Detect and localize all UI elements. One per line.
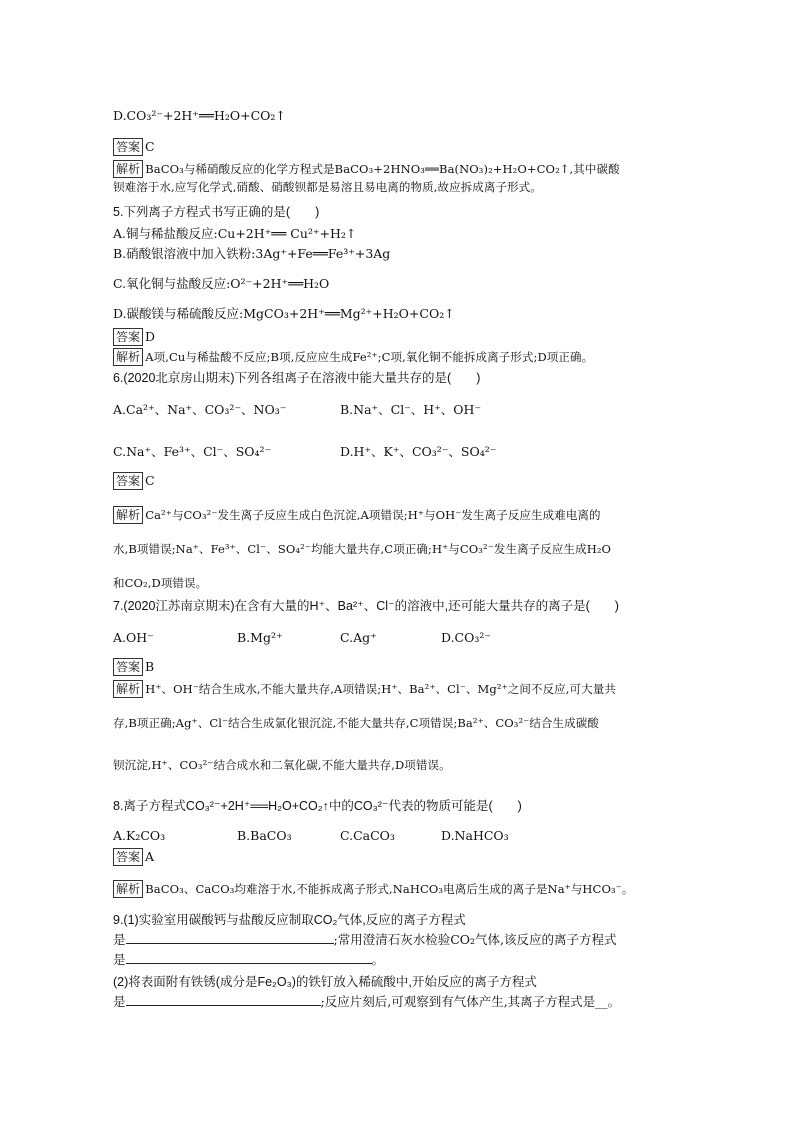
q6-option-d: D.H⁺、K⁺、CO₃²⁻、SO₄²⁻: [340, 444, 497, 459]
q4-answer: 答案 C: [113, 138, 155, 156]
analysis-tag: 解析: [113, 680, 143, 698]
q6-option-b: B.Na⁺、Cl⁻、H⁺、OH⁻: [340, 402, 482, 417]
q7-answer: 答案 B: [113, 658, 154, 676]
q5-analysis: 解析 A项,Cu与稀盐酸不反应;B项,反应应生成Fe²⁺;C项,氧化铜不能拆成离子形式;D项正确。: [113, 348, 593, 366]
answer-blank[interactable]: [126, 932, 334, 944]
q8-option-c: C.CaCO₃: [340, 828, 395, 843]
q8-answer: 答案 A: [113, 848, 154, 866]
q6-analysis: 解析 Ca²⁺与CO₃²⁻发生离子反应生成白色沉淀,A项错误;H⁺与OH⁻发生离子反应生成难电离的: [113, 506, 601, 524]
q5-option-b: B.硝酸银溶液中加入铁粉:3Ag⁺+Fe══Fe³⁺+3Ag: [113, 246, 391, 261]
q9-part1-stem: 9.(1)实验室用碳酸钙与盐酸反应制取CO₂气体,反应的离子方程式: [113, 913, 466, 927]
q6-answer: 答案 C: [113, 472, 155, 490]
q6-analysis-cont1: 水,B项错误;Na⁺、Fe³⁺、Cl⁻、SO₄²⁻均能大量共存,C项正确;H⁺与CO₃²⁻发生离子反应生成H₂O: [113, 542, 612, 556]
q6-analysis-cont2: 和CO₂,D项错误。: [113, 576, 208, 590]
q8-option-d: D.NaHCO₃: [441, 828, 509, 843]
q4-option-d: D.CO₃²⁻+2H⁺══H₂O+CO₂↑: [113, 108, 286, 123]
analysis-tag: 解析: [113, 348, 143, 366]
q9-part2-line2: 是 ;反应片刻后,可观察到有气体产生,其离子方程式是__。: [113, 994, 621, 1009]
q8-stem: 8.离子方程式CO₃²⁻+2H⁺══H₂O+CO₂↑中的CO₃²⁻代表的物质可能是( ): [113, 799, 522, 813]
answer-blank[interactable]: [126, 994, 321, 1006]
analysis-tag: 解析: [113, 160, 143, 178]
q5-option-d: D.碳酸镁与稀硫酸反应:MgCO₃+2H⁺══Mg²⁺+H₂O+CO₂↑: [113, 306, 455, 321]
q6-option-a: A.Ca²⁺、Na⁺、CO₃²⁻、NO₃⁻: [113, 402, 287, 417]
answer-tag: 答案: [113, 472, 143, 490]
answer-tag: 答案: [113, 138, 143, 156]
q8-option-b: B.BaCO₃: [237, 828, 292, 843]
answer-tag: 答案: [113, 658, 143, 676]
analysis-tag: 解析: [113, 880, 143, 898]
q9-part1-line3: 是 。: [113, 952, 385, 967]
q8-option-a: A.K₂CO₃: [113, 828, 166, 843]
q7-option-a: A.OH⁻: [113, 630, 154, 645]
answer-tag: 答案: [113, 848, 143, 866]
q5-option-a: A.铜与稀盐酸反应:Cu+2H⁺══ Cu²⁺+H₂↑: [113, 226, 357, 241]
q7-stem: 7.(2020江苏南京期末)在含有大量的H⁺、Ba²⁺、Cl⁻的溶液中,还可能大量共存的离子是( ): [113, 599, 619, 613]
q6-stem: 6.(2020北京房山期末)下列各组离子在溶液中能大量共存的是( ): [113, 371, 481, 385]
q7-option-c: C.Ag⁺: [340, 630, 377, 645]
q7-option-d: D.CO₃²⁻: [441, 630, 491, 645]
analysis-tag: 解析: [113, 506, 143, 524]
q4-analysis-cont: 钡难溶于水,应写化学式,硝酸、硝酸钡都是易溶且易电离的物质,故应拆成离子形式。: [113, 180, 542, 194]
q5-answer: 答案 D: [113, 328, 155, 346]
q5-option-c: C.氧化铜与盐酸反应:O²⁻+2H⁺══H₂O: [113, 276, 330, 291]
answer-tag: 答案: [113, 328, 143, 346]
answer-blank[interactable]: [126, 952, 372, 964]
q7-analysis-cont1: 存,B项正确;Ag⁺、Cl⁻结合生成氯化银沉淀,不能大量共存,C项错误;Ba²⁺、CO₃²⁻结合生成碳酸: [113, 716, 599, 730]
q7-option-b: B.Mg²⁺: [237, 630, 283, 645]
q9-part1-line2: 是 ;常用澄清石灰水检验CO₂气体,该反应的离子方程式: [113, 932, 617, 947]
q9-part2-stem: (2)将表面附有铁锈(成分是Fe₂O₃)的铁钉放入稀硫酸中,开始反应的离子方程式: [113, 975, 537, 989]
q8-analysis: 解析 BaCO₃、CaCO₃均难溶于水,不能拆成离子形式,NaHCO₃电离后生成的离子是Na⁺与HCO₃⁻。: [113, 880, 633, 898]
q6-option-c: C.Na⁺、Fe³⁺、Cl⁻、SO₄²⁻: [113, 444, 272, 459]
q5-stem: 5.下列离子方程式书写正确的是( ): [113, 205, 320, 219]
q7-analysis: 解析 H⁺、OH⁻结合生成水,不能大量共存,A项错误;H⁺、Ba²⁺、Cl⁻、Mg²⁺之间不反应,可大量共: [113, 680, 616, 698]
q7-analysis-cont2: 钡沉淀,H⁺、CO₃²⁻结合成水和二氧化碳,不能大量共存,D项错误。: [113, 758, 451, 772]
q4-analysis: 解析 BaCO₃与稀硝酸反应的化学方程式是BaCO₃+2HNO₃══Ba(NO₃)₂+H₂O+CO₂↑,其中碳酸: [113, 160, 620, 178]
